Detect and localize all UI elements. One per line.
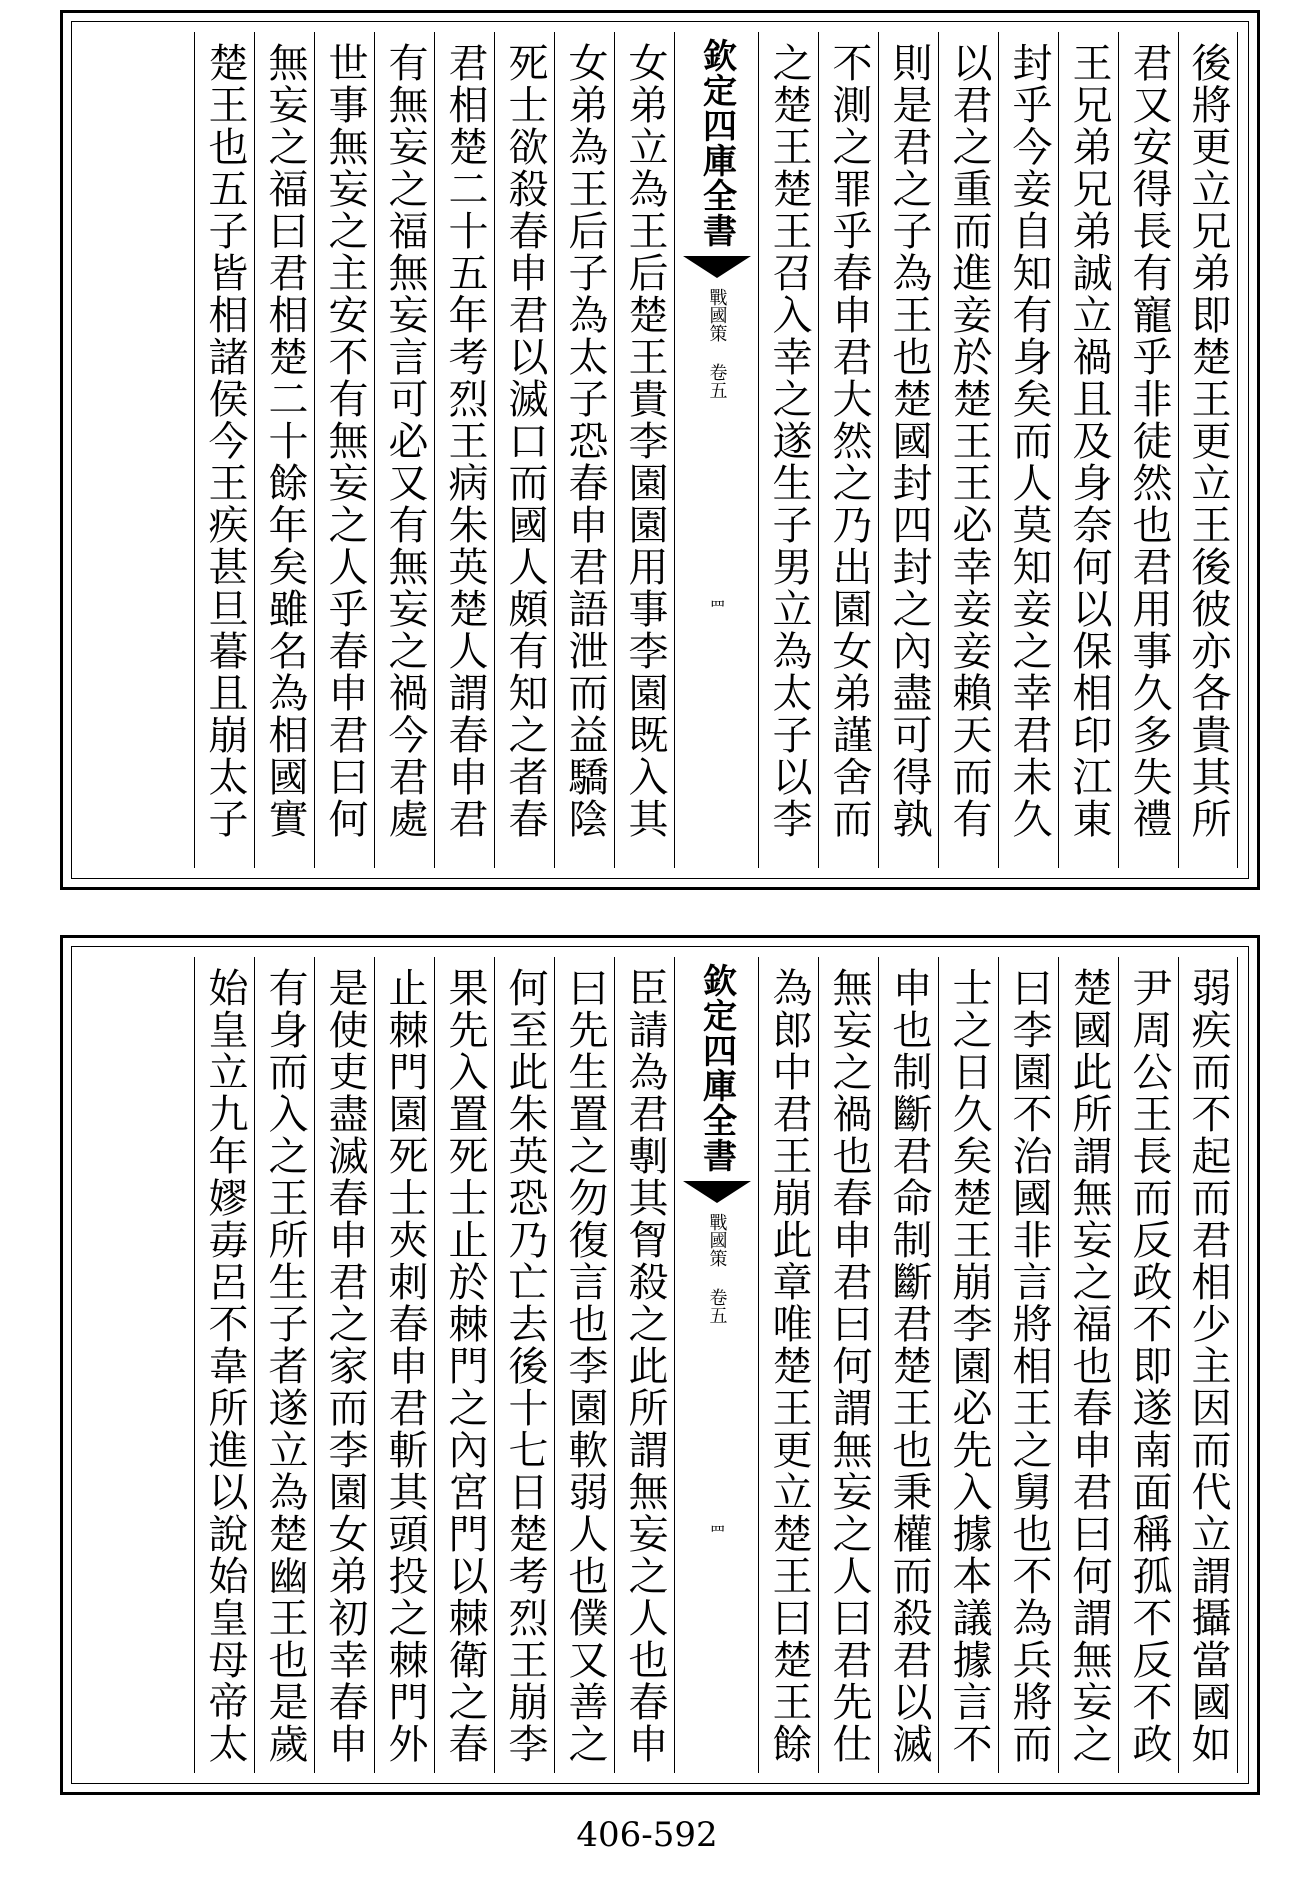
text-column: 何至此朱英恐乃亡去後十七日楚考烈王崩李 xyxy=(494,957,554,1773)
text-column: 無妄之福曰君相楚二十餘年矣雖名為相國實 xyxy=(254,32,314,868)
book-title: 欽定四庫全書 xyxy=(696,38,737,248)
text-column: 有無妄之福無妄言可必又有無妄之禍今君處 xyxy=(374,32,434,868)
text-column: 女弟為王后子為太子恐春申君語泄而益驕陰 xyxy=(554,32,614,868)
text-column: 止棘門園死士夾刺春申君斬其頭投之棘門外 xyxy=(374,957,434,1773)
text-column: 曰先生置之勿復言也李園軟弱人也僕又善之 xyxy=(554,957,614,1773)
text-column: 曰李園不治國非言將相王之舅也不為兵將而 xyxy=(998,957,1058,1773)
text-column: 是使吏盡滅春申君之家而李園女弟初幸春申 xyxy=(314,957,374,1773)
text-column: 楚國此所謂無妄之福也春申君曰何謂無妄之 xyxy=(1058,957,1118,1773)
book-title: 欽定四庫全書 xyxy=(696,963,737,1173)
text-column: 則是君之子為王也楚國封四封之內盡可得孰 xyxy=(878,32,938,868)
text-column: 為郎中君王崩此章唯楚王更立楚王曰楚王餘 xyxy=(758,957,818,1773)
text-column: 尹周公王長而反政不即遂南面稱孤不反不政 xyxy=(1118,957,1178,1773)
text-column: 之楚王楚王召入幸之遂生子男立為太子以李 xyxy=(758,32,818,868)
text-column: 無妄之禍也春申君曰何謂無妄之人曰君先仕 xyxy=(818,957,878,1773)
text-column: 有身而入之王所生子者遂立為楚幽王也是歲 xyxy=(254,957,314,1773)
center-fold xyxy=(674,957,758,1773)
text-column: 弱疾而不起而君相少主因而代立謂攝當國如 xyxy=(1178,957,1238,1773)
text-column: 申也制斷君命制斷君楚王也秉權而殺君以滅 xyxy=(878,957,938,1773)
text-column: 王兄弟兄弟誠立禍且及身奈何以保相印江東 xyxy=(1058,32,1118,868)
text-column: 以君之重而進妾於楚王王必幸妾妾賴天而有 xyxy=(938,32,998,868)
text-column: 女弟立為王后楚王貴李園園用事李園既入其 xyxy=(614,32,674,868)
text-column: 士之日久矣楚王崩李園必先入據本議據言不 xyxy=(938,957,998,1773)
section-label: 戰國策 卷五 xyxy=(706,288,728,399)
fishtail-mark-icon xyxy=(683,1181,751,1203)
text-column: 後將更立兄弟即楚王更立王後彼亦各貴其所 xyxy=(1178,32,1238,868)
text-column: 君相楚二十五年考烈王病朱英楚人謂春申君 xyxy=(434,32,494,868)
folio-number: 罒 xyxy=(707,1524,726,1540)
text-column: 君又安得長有寵乎非徒然也君用事久多失禮 xyxy=(1118,32,1178,868)
fishtail-mark-icon xyxy=(683,256,751,278)
bottom-page xyxy=(60,935,1260,1795)
page-number: 406-592 xyxy=(576,1815,718,1855)
text-column: 楚王也五子皆相諸侯今王疾甚旦暮且崩太子 xyxy=(194,32,254,868)
text-column: 不測之罪乎春申君大然之乃出園女弟謹舍而 xyxy=(818,32,878,868)
bottom-page-frame xyxy=(71,946,1249,1784)
text-column: 始皇立九年嫪毐呂不韋所進以說始皇母帝太 xyxy=(194,957,254,1773)
text-column: 果先入置死士止於棘門之內宮門以棘衛之春 xyxy=(434,957,494,1773)
top-page-frame xyxy=(71,21,1249,879)
bottom-columns xyxy=(82,957,1238,1773)
text-column: 臣請為君剸其胷殺之此所謂無妄之人也春申 xyxy=(614,957,674,1773)
center-fold xyxy=(674,32,758,868)
top-columns xyxy=(82,32,1238,868)
folio-number: 罒 xyxy=(707,599,726,615)
text-column: 封乎今妾自知有身矣而人莫知妾之幸君未久 xyxy=(998,32,1058,868)
text-column: 世事無妄之主安不有無妄之人乎春申君曰何 xyxy=(314,32,374,868)
top-page xyxy=(60,10,1260,890)
text-column: 死士欲殺春申君以滅口而國人頗有知之者春 xyxy=(494,32,554,868)
section-label: 戰國策 卷五 xyxy=(706,1213,728,1324)
